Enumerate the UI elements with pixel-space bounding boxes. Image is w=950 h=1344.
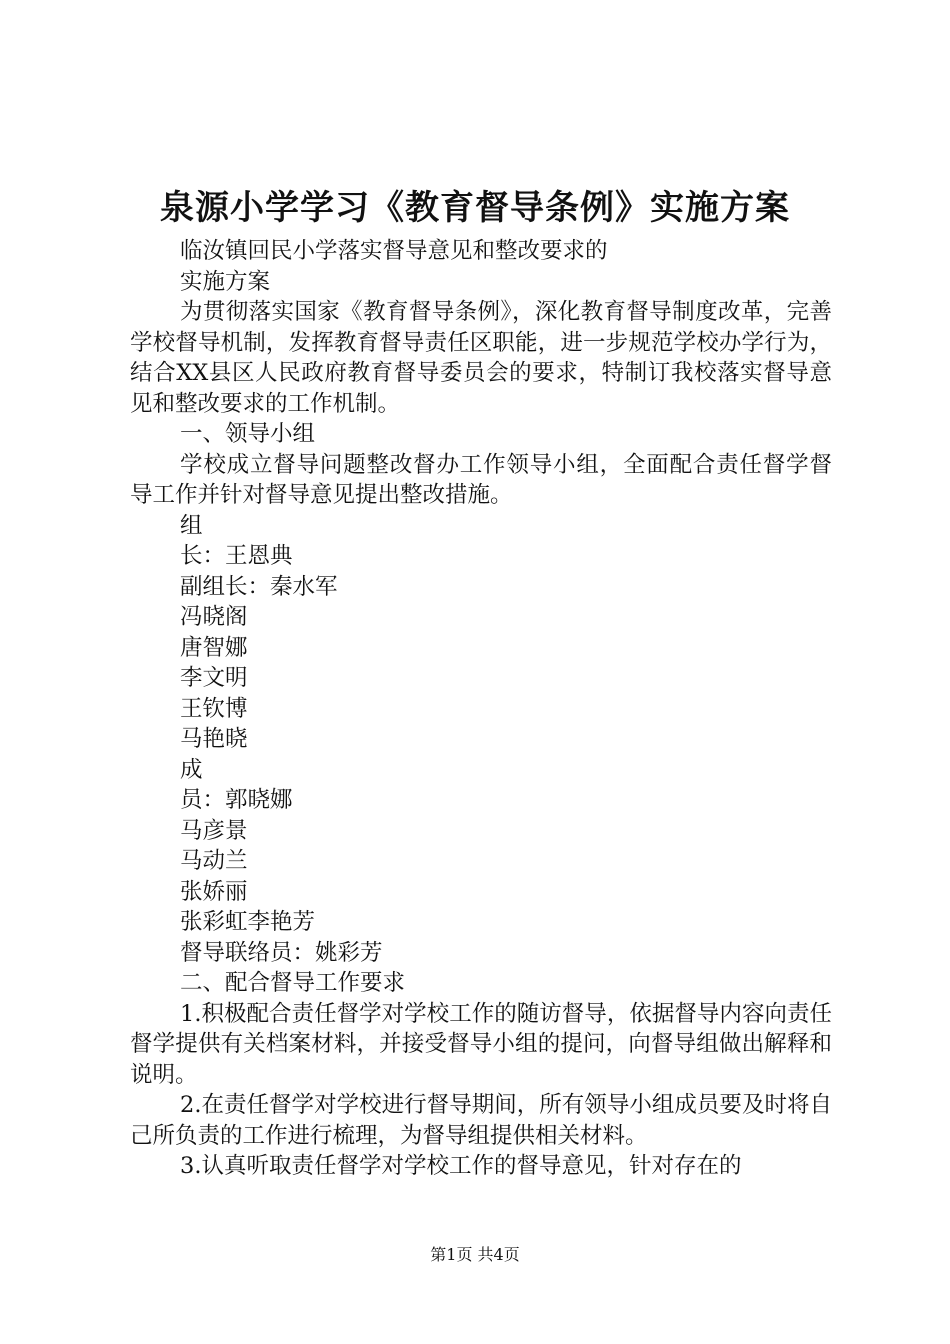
member-line: 马动兰 <box>180 848 248 874</box>
member-line: 唐智娜 <box>180 634 248 661</box>
member-line: 组 <box>180 512 203 539</box>
member-line: 王钦博 <box>180 695 248 722</box>
subtitle-line-1: 临汝镇回民小学落实督导意见和整改要求的 <box>180 238 608 264</box>
document-title: 泉源小学学习《教育督导条例》实施方案 <box>160 188 790 228</box>
member-line: 员：郭晓娜 <box>180 787 293 813</box>
member-line: 李文明 <box>180 665 248 691</box>
requirement-item-2: 2.在责任督学对学校进行督导期间，所有领导小组成员要及时将自己所负责的工作进行梳理，为督导组提供相关材料。 <box>130 1092 832 1149</box>
section-1-paragraph: 学校成立督导问题整改督办工作领导小组，全面配合责任督学督导工作并针对督导意见提出整改措施。 <box>130 451 832 508</box>
member-line: 马彦景 <box>180 817 248 844</box>
member-line: 张娇丽 <box>180 878 248 905</box>
document-body <box>130 236 832 1182</box>
intro-paragraph: 为贯彻落实国家《教育督导条例》，深化教育督导制度改革，完善学校督导机制，发挥教育督导责任区职能，进一步规范学校办学行为，结合XX县区人民政府教育督导委员会的要求，特制订我校落实督导意见和整改要求的工作机制。 <box>130 299 832 417</box>
member-line: 成 <box>180 756 203 783</box>
requirement-item-3: 3.认真听取责任督学对学校工作的督导意见，针对存在的 <box>180 1153 742 1179</box>
member-line: 长：王恩典 <box>180 543 293 569</box>
member-line: 副组长：秦水军 <box>180 573 338 600</box>
requirement-item-1: 1.积极配合责任督学对学校工作的随访督导，依据督导内容向责任督学提供有关档案材料，并接受督导小组的提问，向督导组做出解释和说明。 <box>130 1000 832 1088</box>
member-line: 马艳晓 <box>180 726 248 752</box>
section-heading-1: 一、领导小组 <box>180 421 316 447</box>
page-footer: 第1页 共4页 <box>430 1245 520 1264</box>
member-line: 冯晓阁 <box>180 604 248 630</box>
member-line: 张彩虹李艳芳 <box>180 909 316 935</box>
section-heading-2: 二、配合督导工作要求 <box>180 970 406 996</box>
member-line: 督导联络员：姚彩芳 <box>180 939 383 966</box>
subtitle-line-2: 实施方案 <box>180 268 271 295</box>
